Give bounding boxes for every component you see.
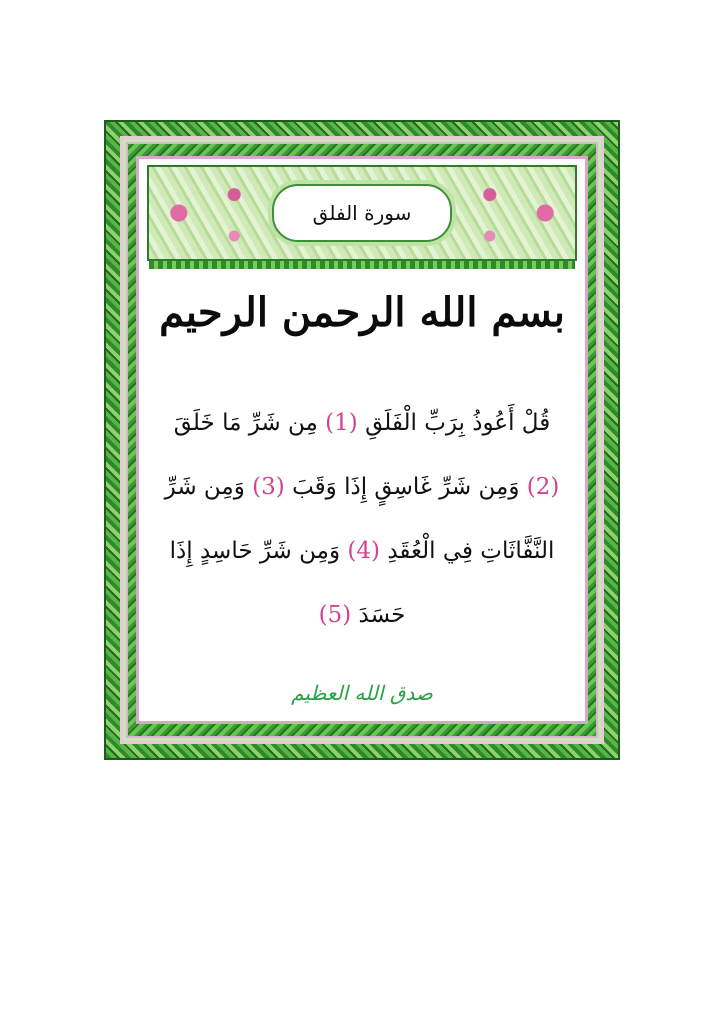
- surah-title: سورة الفلق: [312, 201, 412, 225]
- verse-text-1: قُلْ أَعُوذُ بِرَبِّ الْفَلَقِ: [365, 410, 551, 436]
- verse-number-4: (4): [347, 538, 380, 564]
- verse-number-3: (3): [252, 474, 285, 500]
- verse-text-2: مِن شَرِّ مَا خَلَقَ: [173, 410, 318, 436]
- verse-number-2: (2): [526, 474, 560, 500]
- verse-text-3: وَمِن شَرِّ غَاسِقٍ إِذَا وَقَبَ: [292, 474, 520, 500]
- verse-text-4: وَمِن شَرِّ النَّفَّاثَاتِ فِي الْعُقَدِ: [164, 474, 555, 564]
- verse-number-1: (1): [325, 410, 358, 436]
- verse-number-5: (5): [318, 602, 352, 628]
- basmala-calligraphy: بسم الله الرحمن الرحيم: [159, 289, 565, 336]
- content-panel: [136, 156, 588, 724]
- floral-header-band: [147, 165, 577, 261]
- title-cartouche: [272, 184, 452, 242]
- closing-calligraphy: صدق الله العظيم: [291, 681, 433, 705]
- verse-text-5: وَمِن شَرِّ حَاسِدٍ إِذَا حَسَدَ: [169, 538, 406, 628]
- decorative-frame: [104, 120, 620, 760]
- verses-block: [159, 391, 565, 647]
